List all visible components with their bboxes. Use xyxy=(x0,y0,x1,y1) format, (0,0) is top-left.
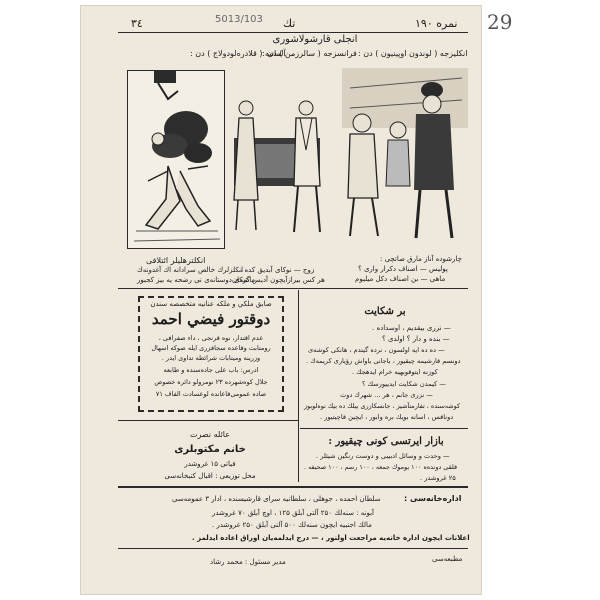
caption-right-line1: چارشوده آناز مارق صاتچی : xyxy=(380,255,462,263)
street-scene-illustration xyxy=(342,68,468,246)
captions-rule xyxy=(118,288,468,289)
archive-number: 5013/103 xyxy=(215,14,263,25)
subscription-rates-2: مالك اجنبیه ایچون سنه‌لك ۵۰۰ آلتی آبلق ۲۵۰ غروشدر . xyxy=(212,521,372,529)
complaint-line-7: — نزری جانم ، هر ... شهرك دوت xyxy=(340,391,433,399)
cartoon-panel-middle xyxy=(224,90,334,240)
complaint-line-3: — ده ‌ده ایه اولسون ، نرده گیتدم ، هانکی کوشه‌ی xyxy=(308,346,445,354)
bazaar-line-1: — وحدت و وسائل ادبیبی و دوست رنگین شیئلر . xyxy=(316,452,450,460)
doctor-advertisement xyxy=(138,296,284,412)
magazine-name-stamp: تك xyxy=(283,17,296,30)
complaint-line-1: — نزری بیقدیم ، اوسداده . xyxy=(372,324,451,332)
caption-left-line2: ماشه‌ی دوستانه‌ی نی رضحه‌ یه بیز كجبور xyxy=(137,276,256,284)
complaint-line-2: — بنده و دار ؟ اولدی ؟ xyxy=(382,335,450,343)
complaint-line-6: — كیمدن شكایت ایدییورسك ؟ xyxy=(362,380,446,388)
ad-line-5: جلال كوه‌شهرده ۲۳ نومرولو دائره‌ خصوص xyxy=(154,378,268,386)
complaint-line-8: كوشه‌سنده‌ ، تفارمتآشیز ، جانسكازری بیلك ده بیك نوه‌لوبوز xyxy=(304,402,461,410)
bazaar-line-2: قلقی دونده‌ه ۱۰۰ یوموك جمعه ، ۱۰۰ رسم ، ۱۰۰ صحیفه . xyxy=(304,463,458,471)
ad-top-line: صابق ملكي و ملكه عنانیه متخصصه سندن xyxy=(150,300,272,308)
ad-line-2: رومتابت وقاعده سجافزری ایله صوكه اسهال xyxy=(151,344,271,352)
caption-right-line3: ماهی — بن اصناف دكل میلیوم xyxy=(355,275,446,283)
header-column-france: فرانسزجه ( سالرزمن ) دن : xyxy=(262,49,357,58)
subscription-title: عائله نصرت xyxy=(189,430,231,439)
caption-left-line1: انكلزلرك خالص سرادانه ‌اك آغدونه‌ك xyxy=(137,266,244,274)
bazaar-line-3: ۲۵ غروشدر . xyxy=(420,474,456,482)
complaint-bottom-rule xyxy=(300,428,468,429)
administration-top-rule xyxy=(118,486,468,488)
subscription-rates-1: آبونه : سنه‌لك ۲۵۰ آلتی آبلق ۱۲۵ ، اوچ آبلق ۷۰ غروشدر xyxy=(212,509,374,517)
page-number: ۳٤ xyxy=(131,17,143,30)
ad-line-1: عدم اقتدار، نوه ‌قرنجی ، داء صفرافی ، xyxy=(158,334,264,342)
ad-bottom-rule xyxy=(118,420,298,421)
administration-address: سلطان احمده ، جوهلی ، سلطانیه‌ سرای قارشیسنده ، ادار ۳ عمومه‌سی xyxy=(172,495,381,503)
bazaar-title: بازار ایرتسی كونی چیقیور : xyxy=(328,436,444,447)
caption-middle-line2: هر كس بیرازآیچون آدیس گرکان xyxy=(232,276,325,284)
administration-heading: اداره‌خانه‌سی : xyxy=(404,494,462,503)
ad-line-3: وزرینه ومیتابات شرائطه تداوی ایدر . xyxy=(161,354,261,362)
caption-left-title: انكلترهلیلر ائتلافی xyxy=(146,256,206,265)
administration-notice: اعلانات ایچون اداره‌ خانه‌یه مراجعت اولنور ، — درج ایدلمه‌یان اوراق اعاده ایدلمز . xyxy=(192,534,470,542)
ad-line-6: صاده عمومی‌قاعانده‌ لوعسادت‌ الفاف ۷۱ xyxy=(155,390,267,398)
running-figure-illustration xyxy=(128,71,224,248)
subscription-price: فیاتی ۱۵ غروشدر xyxy=(184,460,236,468)
cartoon-panel-right xyxy=(342,68,468,246)
complaint-line-9: دوناقس ، اسانه بویك بره وابور ، ایچین قاچیتیور . xyxy=(320,413,454,421)
header-rule xyxy=(118,32,468,33)
subscription-address: محل توزیعی : اقبال كتبخانه‌سی xyxy=(164,472,256,480)
doctor-name: دوقتور فیضي احمد xyxy=(151,310,271,328)
header-column-england: انكلیزجه ( لوندون اوپینیون ) دن : xyxy=(358,49,468,58)
issue-number: نمره ١٩٠ xyxy=(415,17,458,30)
complaint-line-4: دونسم قارشیمه چیقیور ، باجانی یاواش رؤیاری كریمه‌ك . xyxy=(306,357,461,365)
footer-rule xyxy=(118,548,468,549)
couple-and-chest-illustration xyxy=(224,90,334,240)
column-divider xyxy=(298,290,299,482)
cartoon-panel-left xyxy=(127,70,225,249)
subscription-subtitle: خانم مكتوبلری xyxy=(174,444,246,455)
ad-line-4: ادرس: باب علی جاده‌سنده و طابعه xyxy=(163,366,259,374)
caption-middle-line1: زوج — نوكای آبدیق كده ، xyxy=(240,266,315,274)
header-column-germany: آلمانیه ( قلادره‌لودولاج ) دن : xyxy=(190,49,286,58)
complaint-title: بر شكایت xyxy=(364,306,406,317)
printer-line: مطبعه‌سی xyxy=(432,555,463,563)
complaint-line-5: كوزنه ایتوقوبهیه خرام ایدهجك . xyxy=(352,368,438,376)
handwritten-page-number: 29 xyxy=(487,10,513,34)
editor-line: مدیر مسئول : محمد رشاد xyxy=(210,558,286,566)
section-title: انجلی قارشولاشوری xyxy=(272,34,358,45)
caption-right-line2: پولیس — اصناف دكرار واری ؟ xyxy=(358,265,448,273)
